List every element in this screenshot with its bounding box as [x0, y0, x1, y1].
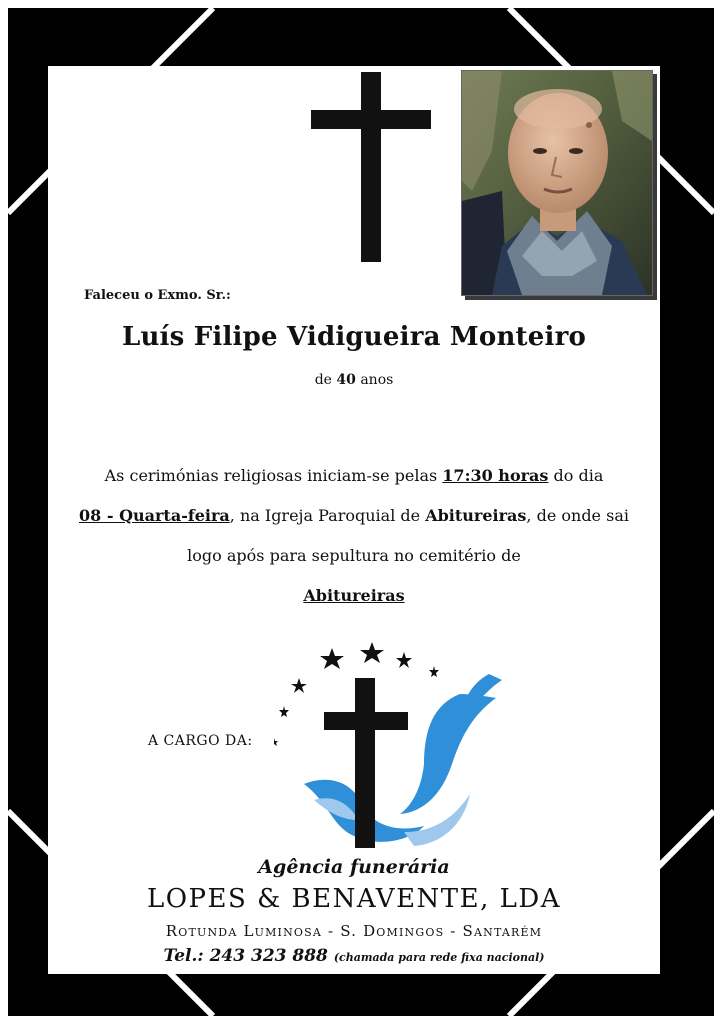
funeral-agency-logo	[274, 634, 504, 852]
deceased-photo	[461, 70, 653, 296]
agency-title: Agência funerária	[258, 856, 450, 878]
church-place: Abitureiras	[425, 506, 527, 525]
cross-icon	[311, 72, 431, 262]
agency-name: LOPES & BENAVENTE, LDA	[146, 884, 562, 914]
agency-label: A CARGO DA:	[148, 733, 253, 749]
phone-label: Tel.:	[163, 946, 204, 966]
age-value: 40	[336, 372, 356, 388]
phone-number: 243 323 888	[209, 946, 328, 966]
ceremony-text-1: As cerimónias religiosas iniciam-se pelas	[104, 466, 443, 485]
agency-address: Rotunda Luminosa - S. Domingos - Santarém	[165, 922, 543, 940]
phone-note: (chamada para rede fixa nacional)	[333, 951, 545, 964]
ceremony-text-3: , na Igreja Paroquial de	[229, 506, 426, 525]
deceased-label: Faleceu o Exmo. Sr.:	[84, 288, 231, 303]
ceremony-time: 17:30 horas	[442, 466, 549, 485]
age-suffix: anos	[360, 372, 394, 388]
ceremony-date: 08 - Quarta-feira	[79, 506, 230, 525]
deceased-name: Luís Filipe Vidigueira Monteiro	[121, 322, 587, 352]
agency-phone	[48, 946, 660, 966]
ceremony-details	[78, 456, 630, 616]
ceremony-text-4: , de onde sai logo após para sepultura no cemitério de	[187, 506, 629, 565]
cemetery-place: Abitureiras	[303, 586, 405, 605]
notice-body	[48, 66, 660, 974]
deceased-age	[48, 372, 660, 388]
age-prefix: de	[314, 372, 332, 388]
ceremony-text-2: do dia	[548, 466, 604, 485]
